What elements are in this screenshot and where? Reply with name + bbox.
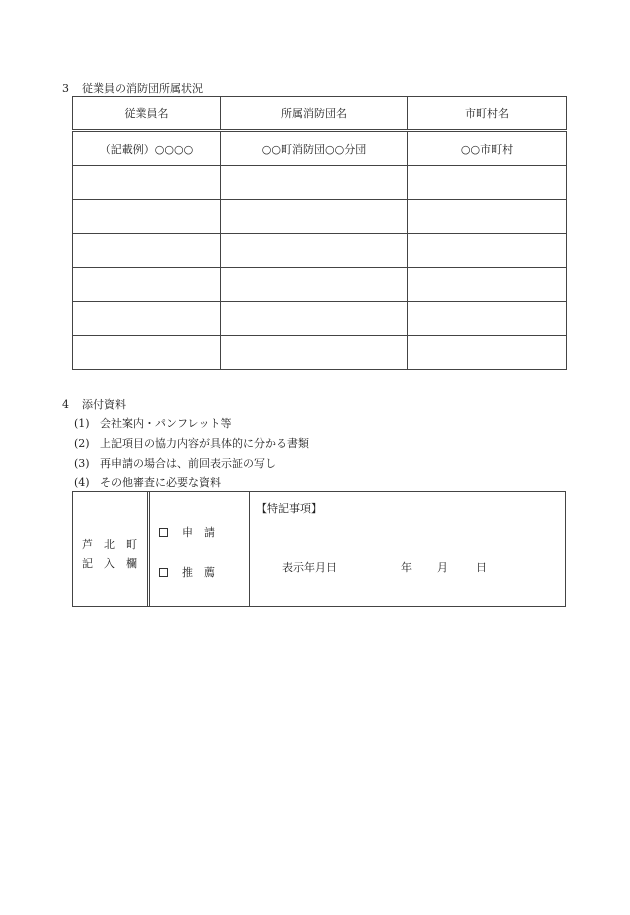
day-label: 日 [476, 561, 487, 574]
option-apply-label: 申 請 [182, 526, 215, 539]
table-cell[interactable] [221, 268, 408, 302]
table-cell[interactable] [408, 234, 567, 268]
table-cell[interactable] [73, 200, 221, 234]
table-cell[interactable] [408, 166, 567, 200]
town-entry-box [72, 491, 566, 607]
column-header: 従業員名 [73, 97, 221, 131]
entry-label-cell [73, 492, 150, 606]
section-4-heading [62, 398, 126, 412]
display-date-label: 表示年月日 [282, 561, 337, 574]
section-title: 従業員の消防団所属状況 [82, 82, 203, 95]
remarks-title: 【特記事項】 [256, 502, 322, 515]
table-row [73, 336, 567, 370]
option-recommend[interactable] [159, 564, 215, 580]
table-header-row [73, 97, 567, 131]
table-cell[interactable] [221, 166, 408, 200]
entry-label-line1: 芦 北 町 [82, 538, 137, 551]
table-row-example [73, 131, 567, 166]
table-cell[interactable] [73, 302, 221, 336]
table-cell: ○○町消防団○○分団 [221, 131, 408, 166]
recommend-checkbox[interactable] [159, 568, 168, 577]
staff-table [72, 96, 567, 370]
table-cell[interactable] [408, 302, 567, 336]
section-title: 添付資料 [82, 398, 126, 411]
table-cell[interactable] [73, 166, 221, 200]
table-cell[interactable] [221, 336, 408, 370]
table-cell: （記載例）○○○○ [73, 131, 221, 166]
table-cell[interactable] [221, 234, 408, 268]
list-item: (1) 会社案内・パンフレット等 [74, 417, 232, 430]
option-apply[interactable] [159, 524, 215, 540]
entry-label-line2: 記 入 欄 [82, 557, 137, 570]
table-cell[interactable] [408, 336, 567, 370]
remarks-cell[interactable] [250, 492, 565, 606]
table-cell: ○○市町村 [408, 131, 567, 166]
table-cell[interactable] [221, 200, 408, 234]
section-number: 4 [62, 398, 69, 411]
column-header: 市町村名 [408, 97, 567, 131]
list-item: (2) 上記項目の協力内容が具体的に分かる書類 [74, 437, 309, 450]
column-header: 所属消防団名 [221, 97, 408, 131]
section-3-heading [62, 82, 203, 96]
table-row [73, 268, 567, 302]
table-row [73, 302, 567, 336]
section-number: 3 [62, 82, 69, 95]
table-cell[interactable] [73, 268, 221, 302]
table-cell[interactable] [73, 234, 221, 268]
month-label: 月 [437, 561, 448, 574]
apply-checkbox[interactable] [159, 528, 168, 537]
table-cell[interactable] [408, 200, 567, 234]
table-row [73, 166, 567, 200]
table-cell[interactable] [73, 336, 221, 370]
option-recommend-label: 推 薦 [182, 566, 215, 579]
option-cell [153, 492, 250, 606]
list-item: (4) その他審査に必要な資料 [74, 476, 221, 489]
table-row [73, 234, 567, 268]
list-item: (3) 再申請の場合は、前回表示証の写し [74, 457, 276, 470]
table-cell[interactable] [221, 302, 408, 336]
year-label: 年 [401, 561, 412, 574]
table-cell[interactable] [408, 268, 567, 302]
table-row [73, 200, 567, 234]
